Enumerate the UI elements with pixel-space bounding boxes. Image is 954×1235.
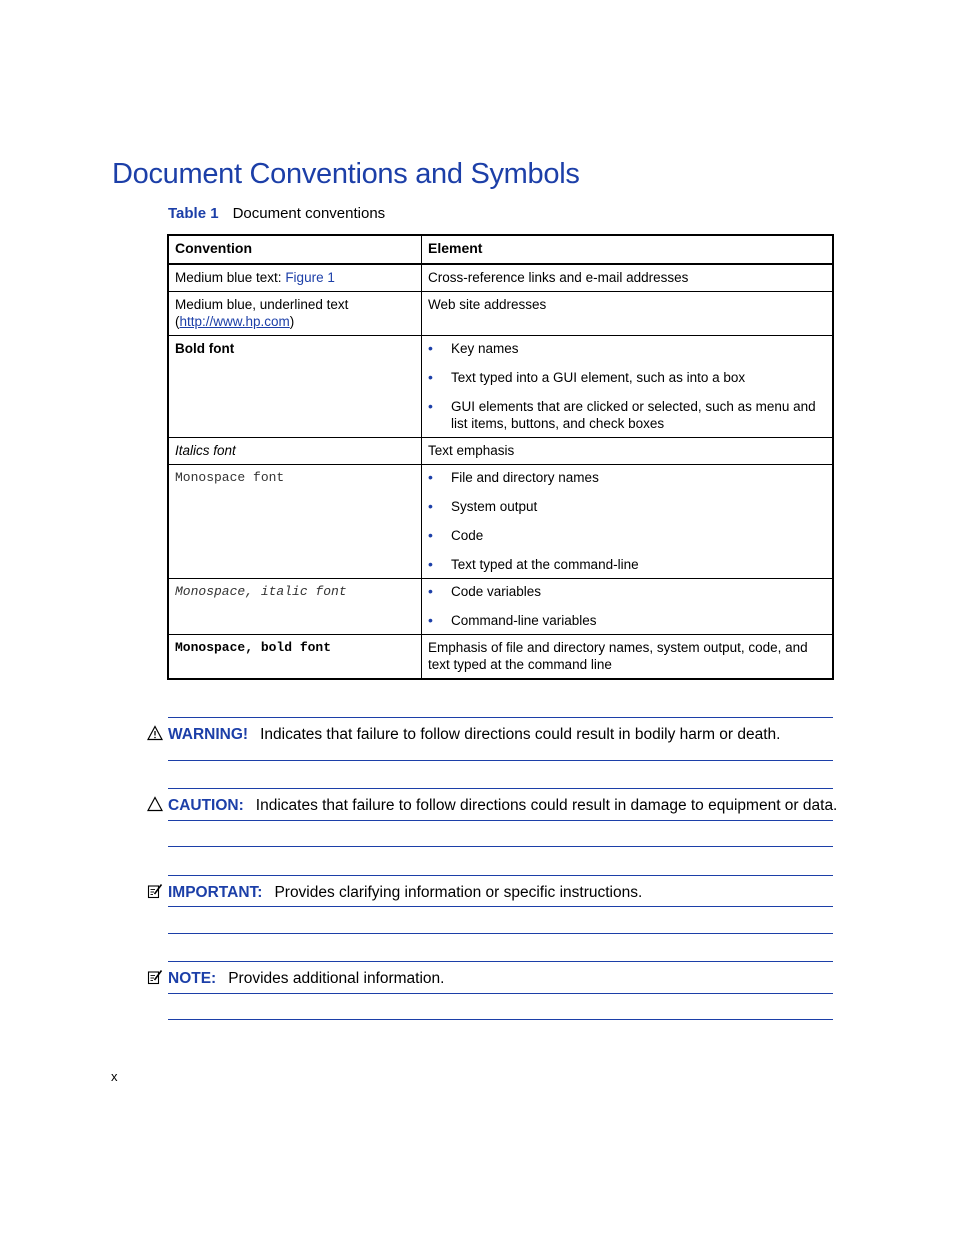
important-top-rule: [168, 875, 833, 876]
open-paren: (: [175, 314, 180, 329]
bullet-icon: •: [428, 469, 433, 485]
website-link[interactable]: http://www.hp.com: [179, 314, 290, 329]
table-header-row: [168, 235, 833, 264]
element-cell: Emphasis of file and directory names, system output, code, and text typed at the command line: [422, 635, 834, 680]
convention-cell: Bold font: [168, 336, 422, 438]
convention-cell: Monospace, italic font: [168, 579, 422, 635]
warning-bottom-rule: [168, 760, 833, 761]
list-item: [428, 340, 826, 357]
list-item-text: GUI elements that are clicked or selected, such as menu and list items, buttons, and check boxes: [451, 399, 816, 431]
convention-cell: Monospace font: [168, 465, 422, 579]
table-row: [168, 292, 833, 336]
list-item-text: Text typed at the command-line: [451, 557, 639, 572]
list-item-text: Key names: [451, 341, 519, 356]
caution-label: CAUTION:: [168, 797, 244, 814]
list-item: [428, 583, 826, 600]
convention-cell: Monospace, bold font: [168, 635, 422, 680]
list-item: [428, 498, 826, 515]
list-item-text: Code variables: [451, 584, 542, 599]
note-notice: [147, 969, 444, 988]
note-top-rule: [168, 961, 833, 962]
convention-cell: [168, 264, 422, 292]
caution-text: Indicates that failure to follow directions could result in damage to equipment or data.: [255, 797, 838, 814]
warning-triangle-icon: [147, 725, 163, 741]
caution-triangle-icon: [147, 796, 163, 812]
list-item-text: Code: [451, 528, 484, 543]
important-rule: [168, 906, 833, 907]
bullet-icon: •: [428, 583, 433, 599]
element-bullet-list: [428, 583, 826, 629]
convention-text: Medium blue, underlined text: [175, 297, 349, 312]
list-item: [428, 398, 826, 432]
list-item-text: File and directory names: [451, 470, 599, 485]
list-item: [428, 612, 826, 629]
table-caption-text: Document conventions: [232, 205, 386, 222]
important-bottom-rule: [168, 933, 833, 934]
element-cell: [422, 579, 834, 635]
element-cell: Text emphasis: [422, 438, 834, 465]
table-row: [168, 264, 833, 292]
bullet-icon: •: [428, 369, 433, 385]
convention-cell: [168, 292, 422, 336]
table-row: [168, 579, 833, 635]
list-item: [428, 469, 826, 486]
table-row: [168, 465, 833, 579]
list-item-text: Text typed into a GUI element, such as into a box: [451, 370, 746, 385]
warning-label: WARNING!: [168, 726, 249, 743]
warning-text: Indicates that failure to follow directions could result in bodily harm or death.: [260, 726, 781, 743]
element-cell: [422, 336, 834, 438]
bullet-icon: •: [428, 556, 433, 572]
list-item: [428, 369, 826, 386]
notepad-pencil-icon: [147, 883, 163, 899]
table-row: [168, 336, 833, 438]
warning-top-rule: [168, 717, 833, 718]
important-notice: [147, 883, 642, 902]
caution-rule: [168, 820, 833, 821]
bullet-icon: •: [428, 498, 433, 514]
list-item: [428, 527, 826, 544]
note-text: Provides additional information.: [228, 970, 445, 987]
bullet-icon: •: [428, 527, 433, 543]
table-caption: [168, 205, 385, 222]
column-header-element: Element: [422, 235, 834, 264]
figure-cross-reference-link[interactable]: Figure 1: [285, 270, 335, 285]
list-item-text: Command-line variables: [451, 613, 597, 628]
table-row: [168, 438, 833, 465]
list-item: [428, 556, 826, 573]
important-label: IMPORTANT:: [168, 884, 263, 901]
table-row: [168, 635, 833, 680]
caution-top-rule: [168, 788, 833, 789]
page-title: Document Conventions and Symbols: [112, 158, 580, 190]
close-paren: ): [289, 314, 295, 329]
convention-cell: Italics font: [168, 438, 422, 465]
warning-notice: [147, 725, 780, 744]
important-text: Provides clarifying information or specific instructions.: [274, 884, 643, 901]
table-caption-number: Table 1: [168, 205, 219, 222]
element-bullet-list: [428, 340, 826, 432]
element-cell: Cross-reference links and e-mail addresses: [422, 264, 834, 292]
notepad-pencil-icon: [147, 969, 163, 985]
bullet-icon: •: [428, 398, 433, 414]
caution-bottom-rule: [168, 846, 833, 847]
bullet-icon: •: [428, 340, 433, 356]
column-header-convention: Convention: [168, 235, 422, 264]
element-cell: Web site addresses: [422, 292, 834, 336]
convention-text: Medium blue text:: [175, 270, 286, 285]
note-bottom-rule: [168, 1019, 833, 1020]
note-label: NOTE:: [168, 970, 217, 987]
element-cell: [422, 465, 834, 579]
document-conventions-table: [167, 234, 834, 680]
caution-notice: [147, 796, 837, 815]
bullet-icon: •: [428, 612, 433, 628]
element-bullet-list: [428, 469, 826, 573]
note-rule: [168, 993, 833, 994]
page-number: x: [111, 1069, 118, 1084]
list-item-text: System output: [451, 499, 538, 514]
